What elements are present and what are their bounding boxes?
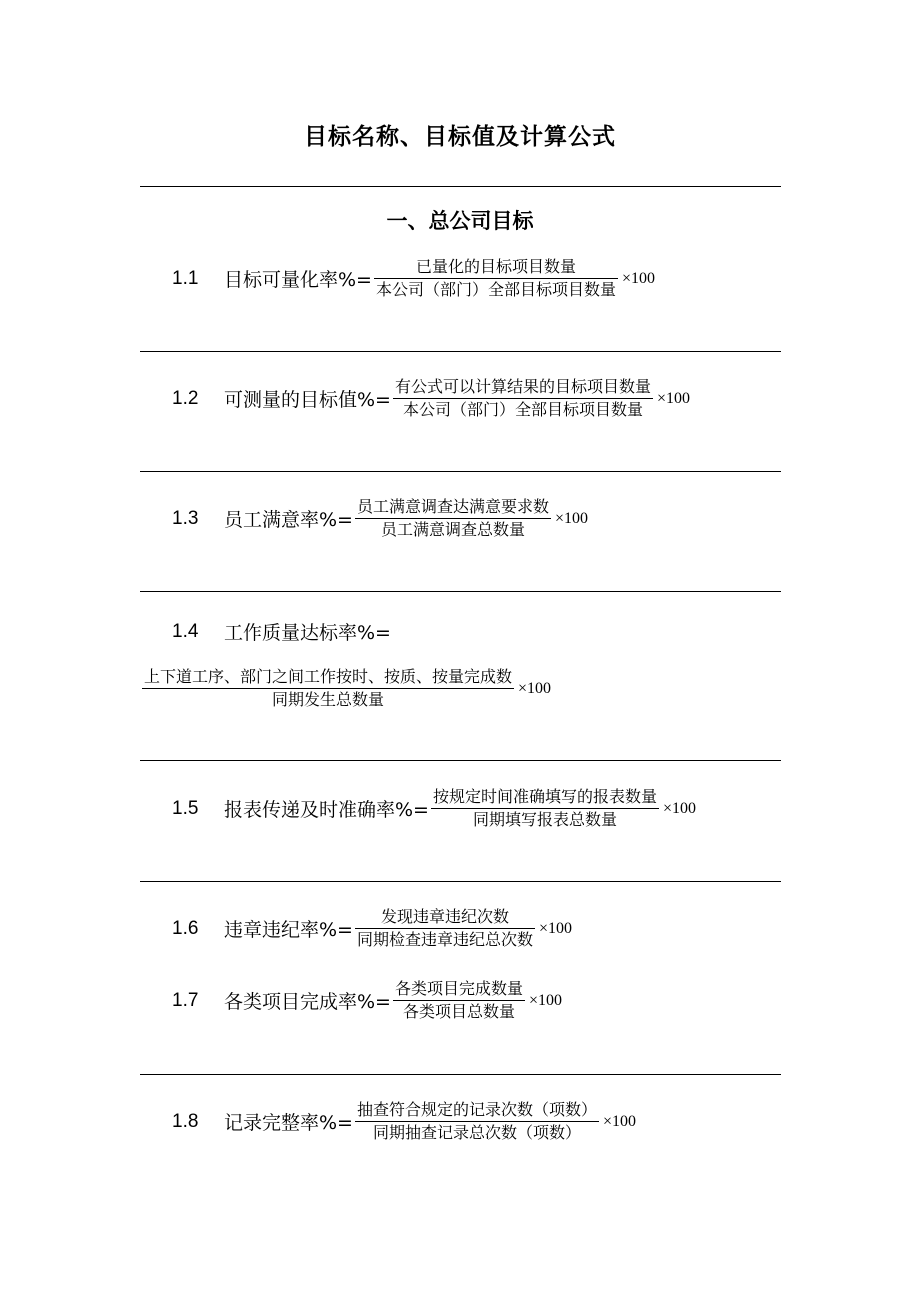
section-heading: 一、总公司目标 [386,209,534,233]
numerator: 员工满意调查达满意要求数 [356,497,549,516]
divider [140,351,781,352]
divider [140,881,781,882]
numerator: 各类项目完成数量 [394,979,523,998]
page-title: 目标名称、目标值及计算公式 [304,124,616,150]
numerator: 发现违章违纪次数 [380,907,509,926]
fraction [355,906,535,951]
denominator: 本公司（部门）全部目标项目数量 [402,400,643,419]
denominator: 本公司（部门）全部目标项目数量 [375,280,616,299]
multiplier: ×100 [603,1112,637,1130]
denominator: 同期填写报表总数量 [472,810,617,829]
item-number: 1.3 [172,507,199,529]
numerator: 上下道工序、部门之间工作按时、按质、按量完成数 [144,667,513,686]
multiplier: ×100 [663,799,697,817]
fraction [142,666,514,711]
multiplier: ×100 [657,389,691,407]
formula-1-8 [172,1099,636,1144]
item-number: 1.1 [172,267,199,289]
formula-1-7 [172,978,562,1023]
divider [140,591,781,592]
formula-label: 可测量的目标值%= [224,389,391,411]
formula-label: 各类项目完成率%= [224,991,391,1013]
item-number: 1.6 [172,917,199,939]
formula-label: 目标可量化率%= [224,269,372,291]
divider [140,471,781,472]
denominator: 各类项目总数量 [402,1002,515,1021]
formula-1-3 [172,496,588,541]
multiplier: ×100 [555,509,589,527]
item-number: 1.2 [172,387,199,409]
numerator: 按规定时间准确填写的报表数量 [432,787,657,806]
divider [140,1074,781,1075]
item-number: 1.8 [172,1110,199,1132]
multiplier: ×100 [539,919,573,937]
item-number: 1.5 [172,797,199,819]
denominator: 员工满意调查总数量 [380,520,525,539]
item-number: 1.4 [172,620,199,642]
formula-label: 工作质量达标率%= [224,622,391,644]
fraction [374,256,618,301]
divider [140,186,781,187]
item-number: 1.7 [172,989,199,1011]
fraction [355,1099,599,1144]
fraction [393,376,653,421]
numerator: 抽查符合规定的记录次数（项数） [356,1100,597,1119]
denominator: 同期发生总数量 [272,690,385,709]
divider [140,760,781,761]
formula-1-5 [172,786,696,831]
formula-1-2 [172,376,690,421]
multiplier: ×100 [518,679,552,697]
formula-label: 员工满意率%= [224,509,353,531]
formula-label: 记录完整率%= [224,1112,353,1134]
formula-label: 违章违纪率%= [224,919,353,941]
multiplier: ×100 [529,991,563,1009]
fraction [393,978,525,1023]
denominator: 同期抽查记录总次数（项数） [372,1123,581,1142]
formula-label: 报表传递及时准确率%= [224,799,429,821]
formula-1-4-heading [172,618,391,645]
fraction [355,496,551,541]
formula-1-1 [172,256,655,301]
numerator: 已量化的目标项目数量 [415,257,576,276]
formula-1-6 [172,906,572,951]
formula-1-4 [140,666,551,711]
multiplier: ×100 [622,269,656,287]
fraction [431,786,659,831]
numerator: 有公式可以计算结果的目标项目数量 [394,377,651,396]
denominator: 同期检查违章违纪总次数 [356,930,533,949]
